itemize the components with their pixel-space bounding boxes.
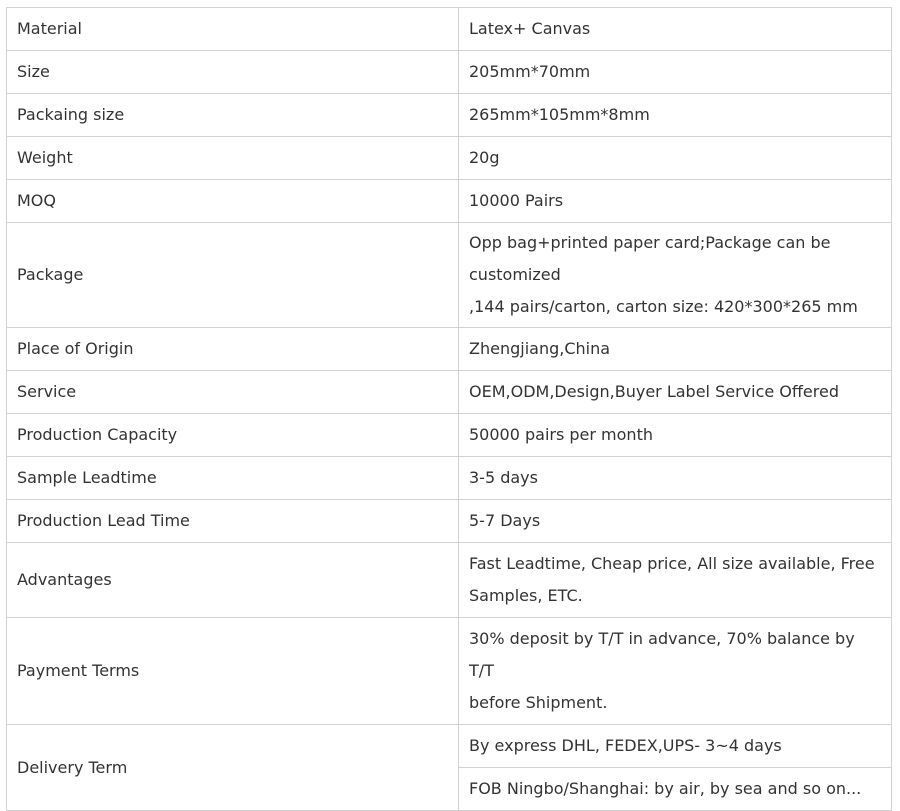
row-label-moq: MOQ <box>7 180 459 223</box>
table-row <box>7 8 892 51</box>
row-value-place-of-origin: Zhengjiang,China <box>459 328 892 371</box>
table-row <box>7 457 892 500</box>
row-label-payment-terms: Payment Terms <box>7 618 459 725</box>
row-value-sample-leadtime: 3-5 days <box>459 457 892 500</box>
row-label-service: Service <box>7 371 459 414</box>
advantages-value-line-1: Fast Leadtime, Cheap price, All size available, Free <box>469 554 875 573</box>
table-row <box>7 414 892 457</box>
table-row <box>7 51 892 94</box>
table-row <box>7 137 892 180</box>
row-label-package: Package <box>7 223 459 328</box>
table-row <box>7 543 892 618</box>
row-value-packaging-size: 265mm*105mm*8mm <box>459 94 892 137</box>
row-label-size: Size <box>7 51 459 94</box>
row-value-weight: 20g <box>459 137 892 180</box>
row-value-package <box>459 223 892 328</box>
row-label-production-capacity: Production Capacity <box>7 414 459 457</box>
spec-table-body <box>7 8 892 811</box>
table-row <box>7 618 892 725</box>
package-value-line-2: customized <box>469 265 561 284</box>
row-value-service: OEM,ODM,Design,Buyer Label Service Offered <box>459 371 892 414</box>
product-spec-table <box>6 7 892 811</box>
row-value-advantages <box>459 543 892 618</box>
table-row <box>7 371 892 414</box>
payment-terms-value-line-1: 30% deposit by T/T in advance, 70% balance by T/T <box>469 629 855 680</box>
package-value-line-1: Opp bag+printed paper card;Package can be <box>469 233 831 252</box>
advantages-value-line-2: Samples, ETC. <box>469 586 583 605</box>
table-row <box>7 328 892 371</box>
row-label-packaging-size: Packaing size <box>7 94 459 137</box>
row-value-payment-terms <box>459 618 892 725</box>
row-value-production-lead-time: 5-7 Days <box>459 500 892 543</box>
row-label-production-lead-time: Production Lead Time <box>7 500 459 543</box>
row-value-size: 205mm*70mm <box>459 51 892 94</box>
row-label-place-of-origin: Place of Origin <box>7 328 459 371</box>
row-value-production-capacity: 50000 pairs per month <box>459 414 892 457</box>
package-value-line-3: ,144 pairs/carton, carton size: 420*300*265 mm <box>469 297 858 316</box>
table-row <box>7 94 892 137</box>
table-row <box>7 180 892 223</box>
row-value-material: Latex+ Canvas <box>459 8 892 51</box>
row-label-material: Material <box>7 8 459 51</box>
table-row <box>7 500 892 543</box>
row-value-moq: 10000 Pairs <box>459 180 892 223</box>
row-label-delivery-term: Delivery Term <box>7 725 459 811</box>
table-row <box>7 223 892 328</box>
row-label-weight: Weight <box>7 137 459 180</box>
row-value-delivery-fob: FOB Ningbo/Shanghai: by air, by sea and so on... <box>459 768 892 811</box>
table-row <box>7 725 892 768</box>
row-label-advantages: Advantages <box>7 543 459 618</box>
row-value-delivery-express: By express DHL, FEDEX,UPS- 3~4 days <box>459 725 892 768</box>
payment-terms-value-line-2: before Shipment. <box>469 693 608 712</box>
row-label-sample-leadtime: Sample Leadtime <box>7 457 459 500</box>
